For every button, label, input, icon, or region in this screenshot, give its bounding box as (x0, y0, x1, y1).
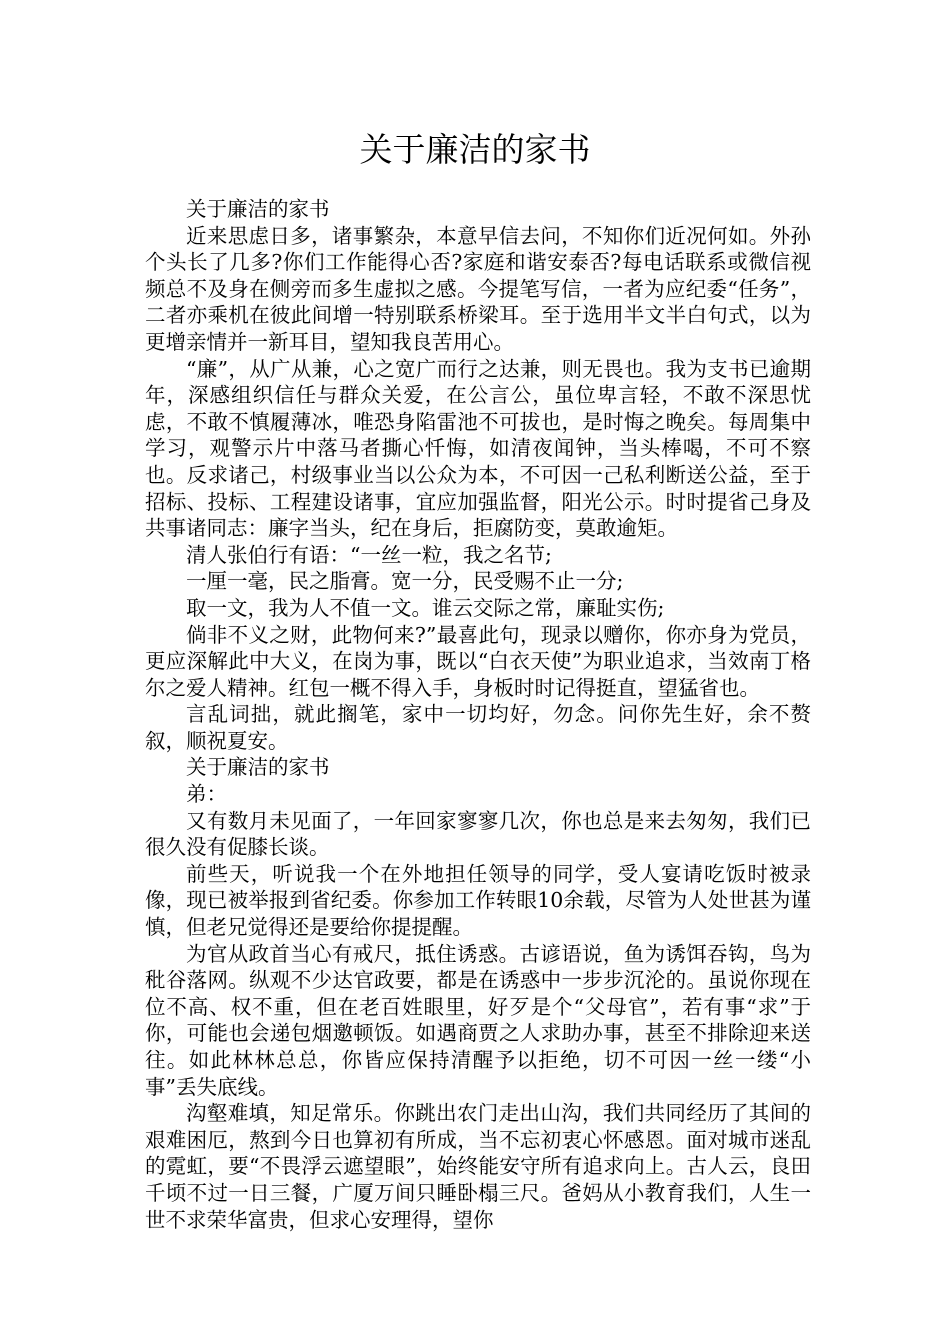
subtitle-paragraph: 关于廉洁的家书 (186, 197, 330, 221)
paragraph: 倘非不义之财，此物何来?”最喜此句，现录以赠你，你亦身为党员，更应深解此中大义，在岗为事，既以“白衣天使”为职业追求，当效南丁格尔之爱人精神。红包一概不得入手，身板时时记得挺直，望猛省也。 (145, 622, 811, 700)
paragraph: 近来思虑日多，诸事繁杂，本意早信去问，不知你们近况何如。外孙个头长了几多?你们工作能得心否?家庭和谐安泰否?每电话联系或微信视频总不及身在侧旁而多生虚拟之感。今提笔写信，一者为应纪委“任务”，二者亦乘机在彼此间增一特别联系桥梁耳。至于选用半文半白句式，以为更增亲情并一新耳目，望知我良苦用心。 (145, 223, 811, 354)
subtitle-paragraph: 关于廉洁的家书 (186, 755, 330, 780)
quote-line: 一厘一毫，民之脂膏。宽一分，民受赐不止一分; (186, 569, 624, 594)
paragraph: “廉”，从广从兼，心之宽广而行之达兼，则无畏也。我为支书已逾期年，深感组织信任与群众关爱，在公言公，虽位卑言轻，不敢不深思忧虑，不敢不慎履薄冰，唯恐身陷雷池不可拔也，是时悔之晚矣。每周集中学习，观警示片中落马者撕心忏悔，如清夜闻钟，当头棒喝，不可不察也。反求诸己，村级事业当以公众为本，不可因一己私利断送公益，至于招标、投标、工程建设诸事，宜应加强监督，阳光公示。时时提省己身及共事诸同志：廉字当头，纪在身后，拒腐防变，莫敢逾矩。 (145, 356, 811, 541)
paragraph: 前些天，听说我一个在外地担任领导的同学，受人宴请吃饭时被录像，现已被举报到省纪委。你参加工作转眼10余载，尽管为人处世甚为谨慎，但老兄觉得还是要给你提提醒。 (145, 861, 811, 940)
paragraph: 沟壑难填，知足常乐。你跳出农门走出山沟，我们共同经历了其间的艰难困厄，熬到今日也算初有所成，当不忘初衷心怀感恩。面对城市迷乱的霓虹，要“不畏浮云遮望眼”，始终能安守所有追求向上。古人云，良田千顷不过一日三餐，广厦万间只睡卧榻三尺。爸妈从小教育我们，人生一世不求荣华富贵，但求心安理得，望你 (145, 1101, 811, 1232)
salutation: 弟： (186, 782, 227, 807)
paragraph: 言乱词拙，就此搁笔，家中一切均好，勿念。问你先生好，余不赘叙，顺祝夏安。 (145, 702, 811, 753)
quote-line: 清人张伯行有语：“一丝一粒，我之名节; (186, 542, 552, 567)
document-body (145, 196, 811, 1233)
quote-line: 取一文，我为人不值一文。谁云交际之常，廉耻实伤; (186, 595, 665, 620)
document-title: 关于廉洁的家书 (359, 130, 591, 169)
paragraph: 又有数月未见面了，一年回家寥寥几次，你也总是来去匆匆，我们已很久没有促膝长谈。 (145, 808, 811, 860)
paragraph: 为官从政首当心有戒尺，抵住诱惑。古谚语说，鱼为诱饵吞钩，鸟为秕谷落网。纵观不少达官政要，都是在诱惑中一步步沉沦的。虽说你现在位不高、权不重，但在老百姓眼里，好歹是个“父母官”，若有事“求”于你，可能也会递包烟邀顿饭。如遇商贾之人求助办事，甚至不排除迎来送往。如此林林总总，你皆应保持清醒予以拒绝，切不可因一丝一缕“小事”丢失底线。 (145, 941, 811, 1099)
